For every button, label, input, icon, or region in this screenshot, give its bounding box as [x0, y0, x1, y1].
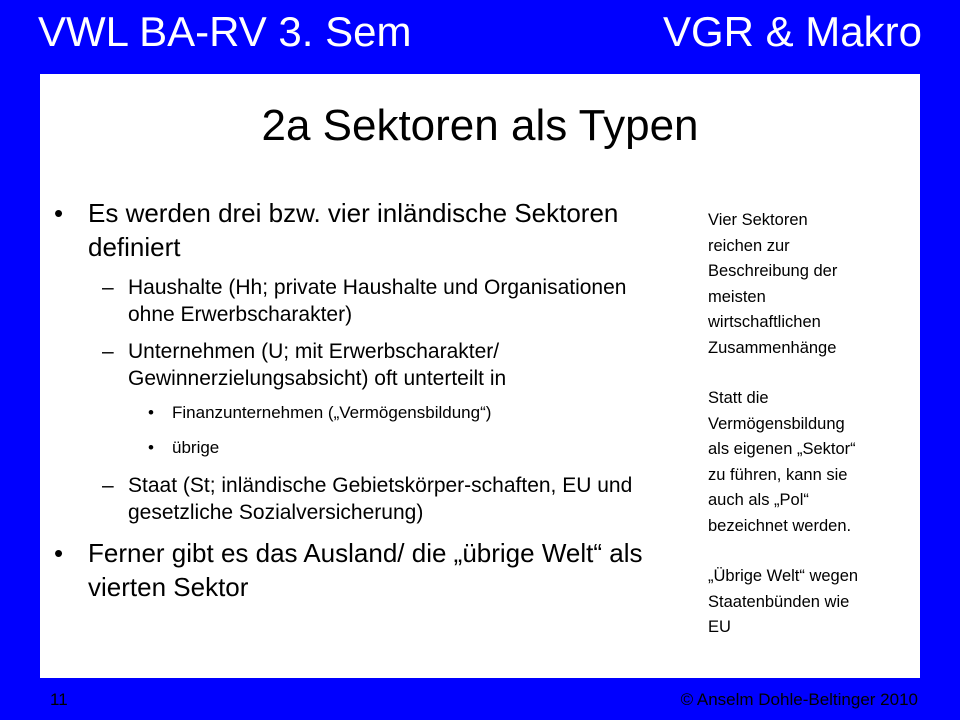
sub-sub-bullet-text: übrige — [172, 438, 220, 457]
side-note-line: auch als „Pol“ — [708, 491, 809, 509]
sub-bullet-text: Staat (St; inländische Gebietskörper-schaften, EU und gesetzliche Sozialversicherung) — [128, 474, 633, 524]
side-note-line: Vermögensbildung — [708, 414, 845, 433]
slide-title: 2a Sektoren als Typen — [261, 101, 699, 150]
side-note-line: reichen zur — [708, 236, 790, 255]
sub-bullet-item — [40, 472, 660, 526]
bullet-marker: • — [54, 198, 64, 228]
side-note-line: meisten — [708, 287, 766, 306]
copyright-notice: © Anselm Dohle-Beltinger 2010 — [680, 690, 918, 709]
side-note-line: Vier Sektoren — [708, 211, 808, 229]
side-note-paragraph — [708, 386, 918, 539]
sub-bullet-text: Haushalte (Hh; private Haushalte und Organisationen ohne Erwerbscharakter) — [128, 276, 627, 326]
dash-marker: – — [102, 340, 114, 363]
side-note-paragraph — [708, 208, 918, 361]
side-note-line: zu führen, kann sie — [708, 465, 848, 484]
side-note-line: Zusammenhänge — [708, 338, 837, 357]
sub-bullet-item — [40, 338, 660, 392]
side-note-line: wirtschaftlichen — [708, 313, 821, 331]
bullet-marker: • — [54, 538, 64, 568]
bullet-text: Es werden drei bzw. vier inländische Sektoren definiert — [88, 198, 619, 262]
sub-sub-bullet-text: Finanzunternehmen („Vermögensbildung“) — [172, 403, 492, 422]
side-note-line: Statt die — [708, 389, 769, 407]
bullet-item — [40, 536, 660, 604]
slide-panel — [40, 74, 920, 678]
header-course-title: VWL BA-RV 3. Sem — [38, 8, 412, 55]
side-note-line: bezeichnet werden. — [708, 516, 852, 535]
side-note-line: EU — [708, 618, 731, 636]
bullet-item — [40, 196, 660, 264]
header-topic: VGR & Makro — [662, 8, 922, 55]
dash-marker: – — [102, 276, 114, 299]
bullet-text: Ferner gibt es das Ausland/ die „übrige Welt“ als vierten Sektor — [88, 538, 643, 602]
bullet-marker: • — [148, 403, 154, 422]
sub-bullet-item — [40, 274, 660, 328]
page-number: 11 — [50, 690, 68, 709]
sub-bullet-text: Unternehmen (U; mit Erwerbscharakter/ Gewinnerzielungsabsicht) oft unterteilt in — [128, 340, 507, 390]
side-note — [708, 208, 918, 666]
sub-sub-bullet-item — [40, 437, 660, 459]
sub-sub-bullet-item — [40, 402, 660, 424]
side-note-paragraph — [708, 564, 918, 641]
bullet-list — [40, 196, 660, 614]
side-note-line: Beschreibung der — [708, 262, 838, 280]
dash-marker: – — [102, 474, 114, 497]
side-note-line: Staatenbünden wie — [708, 592, 850, 611]
side-note-line: als eigenen „Sektor“ — [708, 440, 856, 458]
bullet-marker: • — [148, 438, 154, 457]
side-note-line: „Übrige Welt“ wegen — [708, 567, 859, 585]
